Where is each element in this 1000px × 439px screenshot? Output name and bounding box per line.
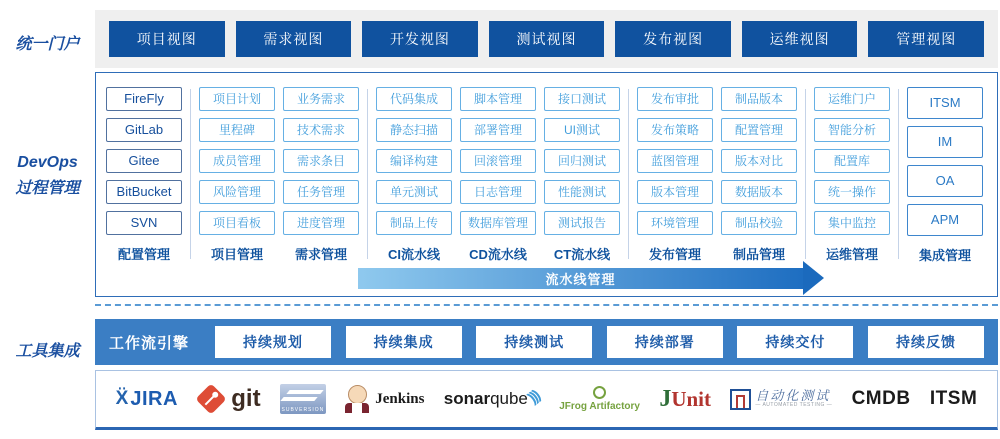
subversion-icon [280,384,326,414]
process-item[interactable]: 风险管理 [199,180,275,204]
workflow-stage-testing[interactable]: 持续测试 [476,326,592,358]
process-item[interactable]: 里程碑 [199,118,275,142]
process-item[interactable]: IM [907,126,983,158]
process-item[interactable]: 制品上传 [376,211,452,235]
jfrog-logo-text: JFrog Artifactory [559,401,640,412]
itsm-logo-text: ITSM [929,388,978,409]
jenkins-logo [345,385,424,413]
rail-label-devops-line1: DevOps [17,154,78,171]
process-item[interactable]: OA [907,165,983,197]
portal-view-button-management[interactable]: 管理视图 [868,21,984,57]
workflow-stage-feedback[interactable]: 持续反馈 [868,326,984,358]
portal-view-button-operations[interactable]: 运维视图 [742,21,858,57]
portal-view-button-development[interactable]: 开发视图 [362,21,478,57]
dashed-divider [95,304,998,306]
process-item[interactable]: Gitee [106,149,182,173]
process-item[interactable]: 回滚管理 [460,149,536,173]
jenkins-logo-text: Jenkins [375,390,425,407]
pipeline-arrow-label: 流水线管理 [545,272,616,287]
process-item[interactable]: 编译构建 [376,149,452,173]
process-item[interactable]: 接口测试 [544,87,620,111]
automated-testing-icon [730,389,751,410]
process-item[interactable]: 日志管理 [460,180,536,204]
process-item[interactable]: 制品版本 [721,87,797,111]
sonarqube-waves-icon: ))) [524,387,543,407]
portal-view-button-release[interactable]: 发布视图 [615,21,731,57]
workflow-stages [215,326,984,358]
process-item[interactable]: 数据库管理 [460,211,536,235]
rail-label-devops-process [0,150,95,202]
process-item[interactable]: 版本管理 [637,180,713,204]
sonarqube-logo [443,387,543,409]
pipeline-management-arrow [358,268,803,289]
process-item[interactable]: 回归测试 [544,149,620,173]
portal-view-button-requirement[interactable]: 需求视图 [236,21,352,57]
column-label: 项目管理 [210,247,263,262]
process-item[interactable]: 项目看板 [199,211,275,235]
column-project-management [199,87,275,263]
column-divider [628,89,629,259]
process-item[interactable]: 测试报告 [544,211,620,235]
column-label: 配置管理 [117,247,170,262]
itsm-logo [930,388,977,410]
process-item[interactable]: SVN [106,211,182,235]
process-item[interactable]: 智能分析 [814,118,890,142]
jenkins-butler-icon [345,385,369,413]
automated-testing-logo-subtext: — AUTOMATED TESTING — [755,402,833,409]
process-item[interactable]: 技术需求 [283,118,359,142]
column-ci-pipeline [376,87,452,263]
process-item[interactable]: 数据版本 [721,180,797,204]
rail-label-tool-integration: 工具集成 [15,343,80,360]
column-artifact-management [721,87,797,263]
column-config-management [106,87,182,263]
automated-testing-logo-text: 自动化测试 [755,388,831,404]
portal-view-button-project[interactable]: 项目视图 [109,21,225,57]
process-item[interactable]: 性能测试 [544,180,620,204]
process-item[interactable]: 任务管理 [283,180,359,204]
junit-logo-j: J [659,385,672,412]
column-divider [898,89,899,259]
subversion-logo-text: SUBVERSION [281,407,325,413]
jira-icon: Ẍ [115,388,129,409]
process-item[interactable]: 成员管理 [199,149,275,173]
junit-logo-rest: Unit [671,386,711,411]
column-release-management [637,87,713,263]
git-logo-text: git [231,385,261,412]
column-label: 运维管理 [825,247,878,262]
column-label: 需求管理 [294,247,347,262]
subversion-logo [280,384,326,414]
process-item[interactable]: 蓝图管理 [637,149,713,173]
process-item[interactable]: 集中监控 [814,211,890,235]
process-item[interactable]: 配置库 [814,149,890,173]
process-item[interactable]: APM [907,204,983,236]
process-management-box [95,72,998,297]
process-item[interactable]: BitBucket [106,180,182,204]
cmdb-logo [852,388,911,410]
sonarqube-logo-text-light: qube [490,389,528,408]
workflow-stage-delivery[interactable]: 持续交付 [737,326,853,358]
process-item[interactable]: 业务需求 [283,87,359,111]
workflow-engine-bar [95,319,998,365]
jfrog-circle-icon [593,386,606,399]
process-item[interactable]: FireFly [106,87,182,111]
column-label: CT流水线 [553,247,611,262]
workflow-stage-deployment[interactable]: 持续部署 [607,326,723,358]
process-item[interactable]: 项目计划 [199,87,275,111]
column-divider [367,89,368,259]
process-item[interactable]: 发布审批 [637,87,713,111]
process-item[interactable]: 需求条目 [283,149,359,173]
column-label: 制品管理 [732,247,785,262]
workflow-stage-planning[interactable]: 持续规划 [215,326,331,358]
git-logo [197,385,260,413]
column-requirement-management [283,87,359,263]
process-item[interactable]: 部署管理 [460,118,536,142]
workflow-engine-label: 工作流引擎 [109,334,190,352]
column-integration-management [907,87,983,264]
process-item[interactable]: 环境管理 [637,211,713,235]
process-item[interactable]: 单元测试 [376,180,452,204]
process-item[interactable]: ITSM [907,87,983,119]
process-item[interactable]: 进度管理 [283,211,359,235]
jira-logo [116,388,178,411]
junit-logo [659,386,711,413]
process-item[interactable]: 版本对比 [721,149,797,173]
process-item[interactable]: 脚本管理 [460,87,536,111]
process-item[interactable]: 运维门户 [814,87,890,111]
process-item[interactable]: 代码集成 [376,87,452,111]
portal-view-button-test[interactable]: 测试视图 [489,21,605,57]
jira-logo-text: JIRA [130,387,178,410]
tool-logos-box [95,370,998,430]
portal-view-strip [95,10,998,68]
rail-label-devops-line2: 过程管理 [15,180,80,197]
column-label: CD流水线 [469,247,527,262]
process-item[interactable]: 静态扫描 [376,118,452,142]
column-operations-management [814,87,890,263]
workflow-stage-integration[interactable]: 持续集成 [346,326,462,358]
column-cd-pipeline [460,87,536,263]
process-item[interactable]: 统一操作 [814,180,890,204]
column-label: 集成管理 [918,248,971,263]
process-item[interactable]: 配置管理 [721,118,797,142]
column-label: 发布管理 [648,247,701,262]
automated-testing-logo [730,389,832,410]
column-ct-pipeline [544,87,620,263]
column-divider [805,89,806,259]
column-divider [190,89,191,259]
jfrog-artifactory-logo [559,386,640,412]
process-item[interactable]: GitLab [106,118,182,142]
process-item[interactable]: UI测试 [544,118,620,142]
process-item[interactable]: 制品校验 [721,211,797,235]
cmdb-logo-text: CMDB [851,388,911,409]
rail-label-unified-portal: 统一门户 [15,36,80,53]
sonarqube-logo-text-bold: sonar [443,389,491,408]
column-label: CI流水线 [387,247,440,262]
git-icon [196,383,227,414]
process-item[interactable]: 发布策略 [637,118,713,142]
